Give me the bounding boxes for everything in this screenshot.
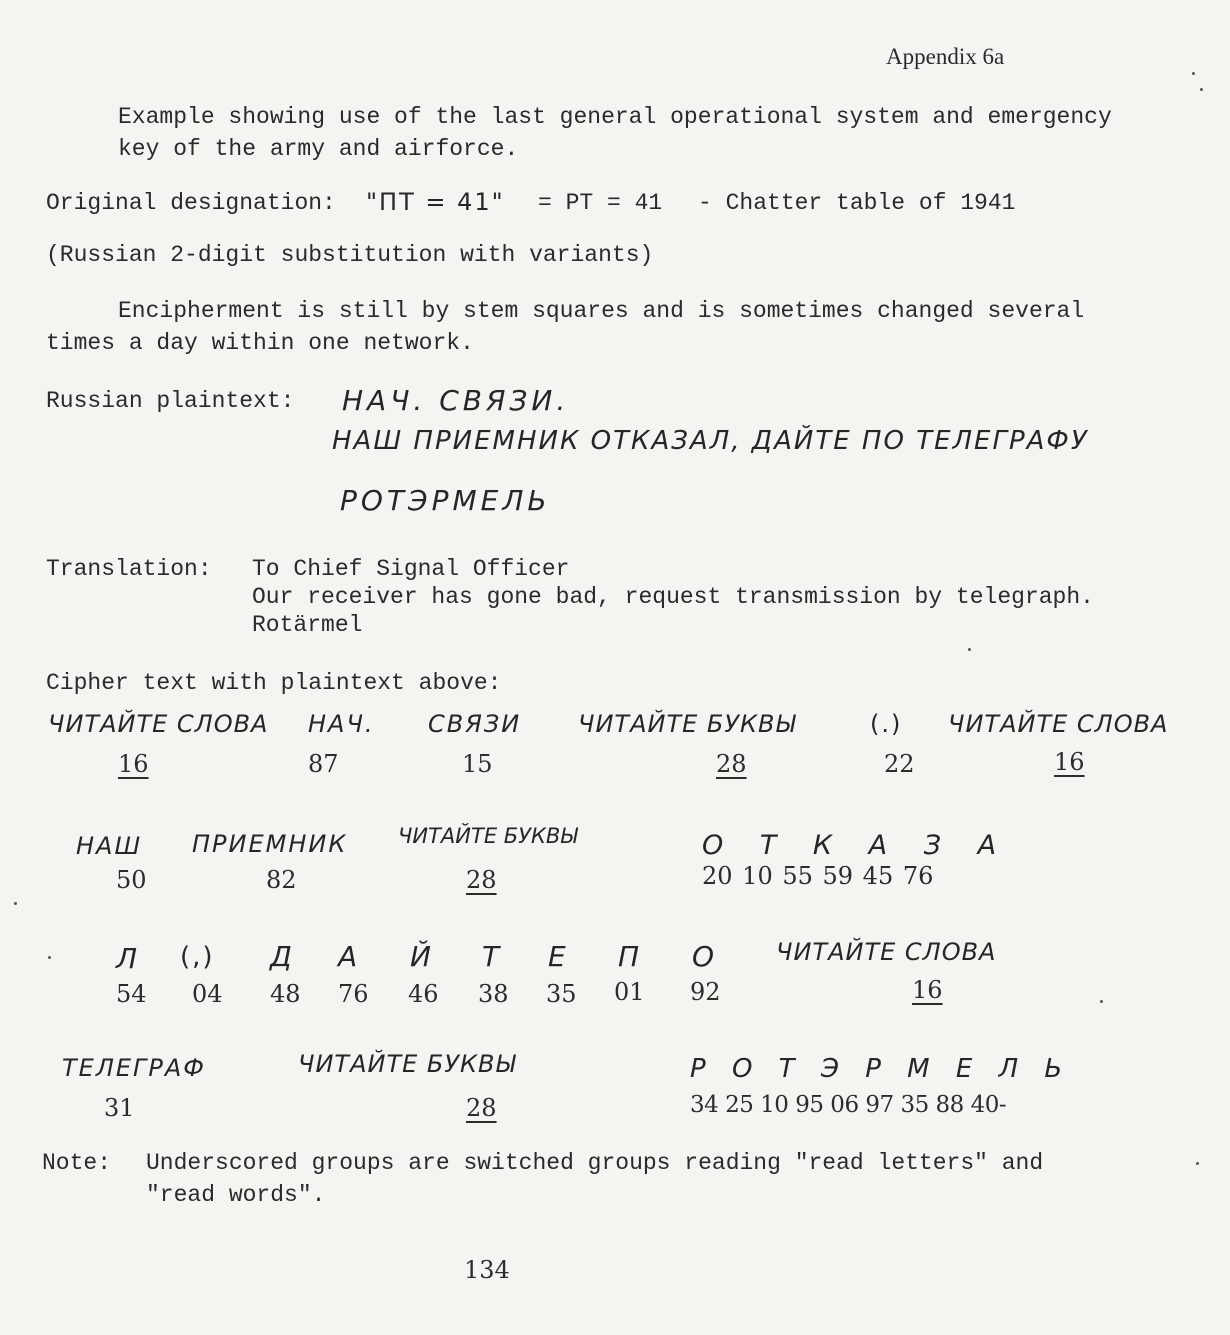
row4-word-3: Р О Т Э Р М Е Л Ь bbox=[690, 1054, 1072, 1084]
row3-code-7: 35 bbox=[546, 980, 577, 1008]
row2-code-1: 50 bbox=[116, 866, 147, 894]
row3-code-2: 04 bbox=[192, 980, 223, 1008]
note-line-2: "read words". bbox=[146, 1182, 326, 1208]
row3-code-1: 54 bbox=[116, 980, 147, 1008]
row3-code-3: 48 bbox=[270, 980, 301, 1008]
row1-word-4: ЧИТАЙТЕ БУКВЫ bbox=[578, 710, 797, 738]
intro-line-1: Example showing use of the last general operational system and emergency bbox=[118, 104, 1112, 130]
row3-word-2: (,) bbox=[180, 942, 215, 972]
plaintext-line-3: РОТЭРМЕЛЬ bbox=[340, 484, 551, 517]
row4-code-1: 31 bbox=[104, 1094, 135, 1122]
row1-code-2: 87 bbox=[308, 750, 339, 778]
row1-word-5: (.) bbox=[870, 710, 903, 738]
row4-code-2: 28 bbox=[466, 1094, 497, 1122]
scan-speck bbox=[1192, 72, 1195, 75]
row3-word-3: Д bbox=[270, 940, 294, 973]
row3-word-8: П bbox=[618, 940, 642, 973]
row1-word-2: НАЧ. bbox=[308, 710, 375, 738]
row4-word-1: ТЕЛЕГРАФ bbox=[62, 1054, 206, 1082]
row3-word-1: Л bbox=[116, 942, 140, 975]
encipherment-line-1: Encipherment is still by stem squares and is sometimes changed several bbox=[118, 298, 1085, 324]
row3-code-5: 46 bbox=[408, 980, 439, 1008]
scan-speck bbox=[1100, 1000, 1103, 1003]
plaintext-label: Russian plaintext: bbox=[46, 388, 295, 414]
row3-word-4: А bbox=[338, 940, 360, 973]
encipherment-line-2: times a day within one network. bbox=[46, 330, 474, 356]
row3-code-4: 76 bbox=[338, 980, 369, 1008]
row4-code-3: 34 25 10 95 06 97 35 88 40- bbox=[690, 1092, 1007, 1118]
row2-word-3: ЧИТАЙТЕ БУКВЫ bbox=[398, 824, 578, 848]
plaintext-line-2: НАШ ПРИЕМНИК ОТКАЗАЛ, ДАЙТЕ ПО ТЕЛЕГРАФУ bbox=[332, 426, 1089, 456]
translation-line-3: Rotärmel bbox=[252, 612, 363, 638]
row1-code-4: 28 bbox=[716, 750, 747, 778]
row3-word-10: ЧИТАЙТЕ СЛОВА bbox=[776, 938, 997, 966]
scan-speck bbox=[1200, 88, 1203, 91]
cipher-label: Cipher text with plaintext above: bbox=[46, 670, 502, 696]
row3-code-9: 92 bbox=[690, 978, 721, 1006]
row1-word-1: ЧИТАЙТЕ СЛОВА bbox=[48, 710, 269, 738]
scan-speck bbox=[1196, 1162, 1199, 1165]
row2-word-4: О Т К А З А bbox=[702, 830, 1011, 861]
row1-word-6: ЧИТАЙТЕ СЛОВА bbox=[948, 710, 1169, 738]
row1-code-5: 22 bbox=[884, 750, 915, 778]
row2-code-3: 28 bbox=[466, 866, 497, 894]
row3-word-9: О bbox=[692, 940, 717, 973]
row1-word-3: СВЯЗИ bbox=[428, 710, 522, 738]
row1-code-6: 16 bbox=[1054, 748, 1085, 776]
scan-speck bbox=[968, 648, 971, 651]
row3-code-6: 38 bbox=[478, 980, 509, 1008]
note-label: Note: bbox=[42, 1150, 112, 1176]
row4-word-2: ЧИТАЙТЕ БУКВЫ bbox=[298, 1050, 517, 1078]
row2-code-2: 82 bbox=[266, 866, 297, 894]
row2-code-4: 20 10 55 59 45 76 bbox=[702, 862, 934, 890]
subtitle: (Russian 2-digit substitution with variants) bbox=[46, 242, 654, 268]
row1-code-3: 15 bbox=[462, 750, 493, 778]
designation-description: - Chatter table of 1941 bbox=[698, 190, 1016, 216]
designation-latin: = PT = 41 bbox=[538, 190, 663, 216]
translation-label: Translation: bbox=[46, 556, 212, 582]
page-number: 134 bbox=[464, 1256, 510, 1284]
designation-label: Original designation: bbox=[46, 190, 336, 216]
designation-cyrillic: "ПТ = 41" bbox=[366, 188, 505, 216]
row2-word-2: ПРИЕМНИК bbox=[192, 830, 348, 858]
plaintext-line-1: НАЧ. СВЯЗИ. bbox=[342, 384, 570, 417]
row3-code-8: 01 bbox=[614, 978, 645, 1006]
translation-line-2: Our receiver has gone bad, request transmission by telegraph. bbox=[252, 584, 1094, 610]
row2-word-1: НАШ bbox=[76, 832, 143, 860]
row3-word-6: Т bbox=[482, 940, 502, 973]
row1-code-1: 16 bbox=[118, 750, 149, 778]
row3-code-10: 16 bbox=[912, 976, 943, 1004]
row3-word-7: Е bbox=[548, 940, 568, 973]
intro-line-2: key of the army and airforce. bbox=[118, 136, 519, 162]
translation-line-1: To Chief Signal Officer bbox=[252, 556, 570, 582]
scan-speck bbox=[14, 902, 17, 905]
note-line-1: Underscored groups are switched groups reading "read letters" and bbox=[146, 1150, 1044, 1176]
appendix-label: Appendix 6a bbox=[886, 44, 1005, 69]
row3-word-5: Й bbox=[410, 940, 433, 973]
scan-speck bbox=[48, 956, 51, 959]
